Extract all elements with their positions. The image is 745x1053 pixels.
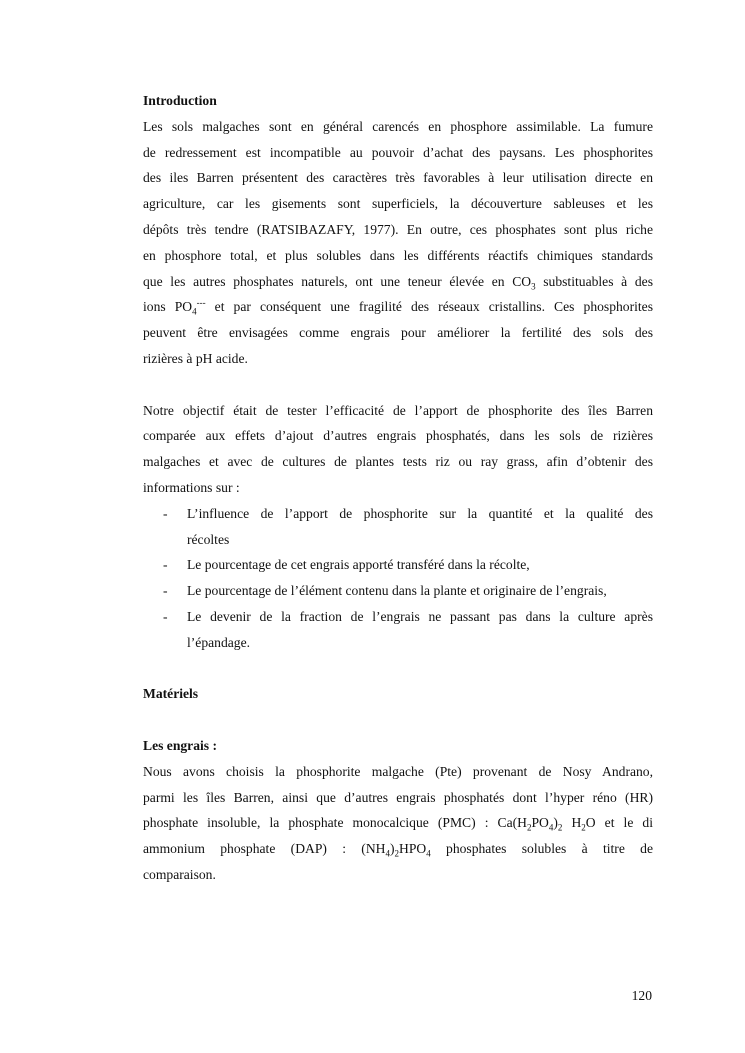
intro-line: des iles Barren présentent des caractères très favorables à leur utilisation directe en: [143, 170, 653, 186]
list-item-continuation: récoltes: [187, 531, 230, 547]
page-number: 120: [631, 988, 652, 1003]
intro-line: Les sols malgaches sont en général carencés en phosphore assimilable. La fumure: [143, 118, 653, 134]
intro-line: en phosphore total, et plus solubles dans les différents réactifs chimiques standards: [143, 247, 653, 263]
document-page: [143, 88, 653, 888]
fertilizers-line: parmi les îles Barren, ainsi que d’autres engrais phosphatés dont l’hyper réno (HR): [143, 789, 653, 805]
dash-bullet: -: [163, 583, 168, 599]
objective-line: comparée aux effets d’ajout d’autres engrais phosphatés, dans les sols de rizières: [143, 428, 653, 444]
intro-line: dépôts très tendre (RATSIBAZAFY, 1977). En outre, ces phosphates sont plus riche: [143, 221, 653, 237]
list-item: - Le devenir de la fraction de l’engrais ne passant pas dans la culture après: [143, 604, 653, 630]
paragraph-spacer: [143, 656, 653, 682]
paragraph-spacer: [143, 372, 653, 398]
dash-bullet: -: [163, 557, 168, 573]
intro-line: peuvent être envisagées comme engrais pour améliorer la fertilité des sols des: [143, 325, 653, 341]
dash-bullet: -: [163, 608, 168, 624]
intro-line-po4: ions $PO_4^{---}$ et par conséquent une fragilité des réseaux cristallins. Ces phosphorites: [143, 297, 653, 318]
intro-line: agriculture, car les gisements sont superficiels, la découverture sableuses et les: [143, 196, 653, 212]
list-item: - Le pourcentage de cet engrais apporté transféré dans la récolte,: [143, 552, 653, 578]
fertilizers-line: Nous avons choisis la phosphorite malgache (Pte) provenant de Nosy Andrano,: [143, 763, 653, 779]
fertilizers-line-dap: ammonium phosphate (DAP) : $(NH_4)_2HPO_4$ phosphates solubles à titre de: [143, 841, 653, 859]
introduction-heading: Introduction: [143, 93, 217, 108]
fertilizers-line-pmc: phosphate insoluble, la phosphate monocalcique (PMC) : $Ca(H_2PO_4)_2$ $H_2O$ et le di: [143, 815, 654, 834]
intro-line: rizières à pH acide.: [143, 350, 248, 366]
objective-line: Notre objectif était de tester l’efficacité de l’apport de phosphorite des îles Barren: [143, 402, 653, 418]
list-item: - Le pourcentage de l’élément contenu dans la plante et originaire de l’engrais,: [143, 578, 653, 604]
list-item: - L’influence de l’apport de phosphorite sur la quantité et la qualité des: [143, 501, 653, 527]
fertilizers-heading: Les engrais :: [143, 737, 218, 753]
intro-line-co3: que les autres phosphates naturels, ont une teneur élevée en $CO_3$ substituables à des: [143, 273, 653, 292]
dash-bullet: -: [163, 505, 168, 521]
intro-line: de redressement est incompatible au pouvoir d’achat des paysans. Les phosphorites: [143, 144, 653, 160]
objective-line: malgaches et avec de cultures de plantes tests riz ou ray grass, afin d’obtenir des: [143, 454, 653, 470]
materials-heading: Matériels: [143, 686, 199, 702]
list-item-continuation: l’épandage.: [187, 634, 251, 650]
objective-line: informations sur :: [143, 479, 240, 495]
paragraph-spacer: [143, 707, 653, 733]
fertilizers-line: comparaison.: [143, 866, 216, 882]
